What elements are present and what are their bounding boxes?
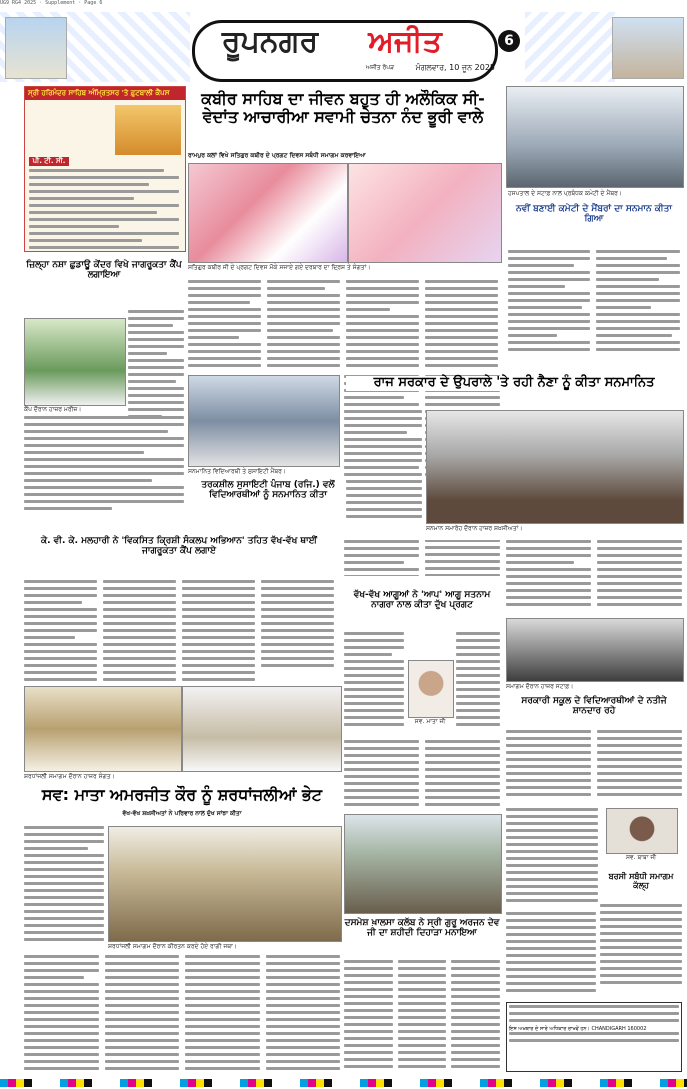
masthead-left-photo xyxy=(5,17,67,79)
right-story3-headline: ਸਰਕਾਰੀ ਸਕੂਲ ਦੇ ਵਿਦਿਆਰਥੀਆਂ ਦੇ ਨਤੀਜੇ ਸ਼ਾਨਦਾਰ ਰਹੇ xyxy=(521,696,667,717)
masthead xyxy=(0,12,687,82)
tribute-subhead: ਵੱਖ-ਵੱਖ ਸ਼ਖ਼ਸੀਅਤਾਂ ਨੇ ਪਰਿਵਾਰ ਨਾਲ ਦੁੱਖ ਸਾਂਝਾ ਕੀਤਾ xyxy=(122,810,242,817)
mid-story1-headline: ਤਰਕਸ਼ੀਲ ਸੁਸਾਇਟੀ ਪੰਜਾਬ (ਰਜਿ.) ਵਲੋਂ ਵਿਦਿਆਰਥੀਆਂ ਨੂੰ ਸਨਮਾਨਿਤ ਕੀਤਾ xyxy=(201,480,335,501)
left-story1-photo xyxy=(24,318,126,406)
right-story2-body xyxy=(346,410,422,520)
lead-photo-left xyxy=(188,163,348,263)
mid-story3-photo xyxy=(344,814,502,914)
edition-label: ਅਜੀਤ ਰੋਪੜ xyxy=(365,64,395,71)
right-story4-portrait xyxy=(606,808,678,854)
right-top-photo xyxy=(506,86,684,188)
left-story2-headline: ਕੇ. ਵੀ. ਕੇ. ਮਲਹਾਰੀ ਨੇ 'ਵਿਕਸਿਤ ਕ੍ਰਿਸ਼ੀ ਸੰਕਲਪ ਅਭਿਆਨ' ਤਹਿਤ ਵੱਖ-ਵੱਖ ਥਾਈਂ ਜਾਗਰੂਕਤਾ ਕੈਂਪ ਲਗਾਏ xyxy=(40,536,318,557)
page-number: 6 xyxy=(498,30,520,52)
tribute-photo-caption: ਸ਼ਰਧਾਂਜਲੀ ਸਮਾਗਮ ਦੌਰਾਨ ਹਾਜ਼ਰ ਸੰਗਤ। xyxy=(24,773,115,780)
ad-tag: ਪੀ. ਟੀ. ਸੀ. xyxy=(29,157,69,166)
tribute-photo-2 xyxy=(182,686,342,772)
masthead-title-left: ਰੂਪਨਗਰ xyxy=(221,24,319,59)
left-story1-body-2 xyxy=(24,416,184,526)
right-story3-photo xyxy=(506,618,684,682)
lead-photo-caption: ਸਤਿਗੁਰ ਕਬੀਰ ਜੀ ਦੇ ਪ੍ਰਗਟ ਦਿਵਸ ਮੌਕੇ ਸਜਾਏ ਗਏ ਦਰਬਾਰ ਦਾ ਦ੍ਰਿਸ਼ ਤੇ ਸੰਗਤਾਂ। xyxy=(188,264,371,271)
right-story2-photo xyxy=(426,410,684,524)
mid-story1-photo xyxy=(188,375,340,467)
left-story2-body xyxy=(24,580,334,682)
print-slug: UG9 RG4 2025 · Supplement · Page 6 xyxy=(0,0,103,6)
right-story4-body-2 xyxy=(506,912,596,1002)
right-top-caption: ਹਸਪਤਾਲ ਦੇ ਸਟਾਫ਼ ਨਾਲ ਪ੍ਰਬੰਧਕ ਕਮੇਟੀ ਦੇ ਮੈਂਬਰ। xyxy=(508,190,622,197)
color-register-strip xyxy=(0,1079,687,1087)
mid-story2-caption: ਸਵ. ਮਾਤਾ ਜੀ xyxy=(414,718,446,725)
imprint-text: ਇਸ ਅਖ਼ਬਾਰ ਦੇ ਸਾਰੇ ਅਧਿਕਾਰ ਰਾਖਵੇਂ ਹਨ। CHANDIGARH 160002 xyxy=(509,1026,647,1032)
mid-story1-caption: ਸਨਮਾਨਿਤ ਵਿਦਿਆਰਥੀ ਤੇ ਸੁਸਾਇਟੀ ਮੈਂਬਰ। xyxy=(188,468,286,475)
right-story4-body-top xyxy=(506,808,598,908)
left-story1-body xyxy=(128,310,184,430)
right-story3-caption: ਸਮਾਗਮ ਦੌਰਾਨ ਹਾਜ਼ਰ ਸਟਾਫ਼। xyxy=(506,683,574,690)
tribute-headline: ਸਵ: ਮਾਤਾ ਅਮਰਜੀਤ ਕੌਰ ਨੂੰ ਸ਼ਰਧਾਂਜਲੀਆਂ ਭੇਟ xyxy=(41,785,323,804)
left-story1-headline: ਜ਼ਿਲ੍ਹਾ ਨਸ਼ਾ ਛੁਡਾਊ ਕੇਂਦਰ ਵਿਖੇ ਜਾਗਰੂਕਤਾ ਕੈਂਪ ਲਗਾਇਆ xyxy=(26,260,182,281)
tribute-photo-1 xyxy=(24,686,182,772)
mid-story2-headline: ਵੱਖ-ਵੱਖ ਆਗੂਆਂ ਨੇ 'ਆਪ' ਆਗੂ ਸਤਨਾਮ ਨਾਗਰਾ ਨਾਲ ਕੀਤਾ ਦੁੱਖ ਪ੍ਰਗਟ xyxy=(353,590,491,611)
masthead-title-right: ਅਜੀਤ xyxy=(368,24,442,59)
mid-story2-body-top xyxy=(344,540,500,576)
ad-text xyxy=(29,169,179,253)
ad-title: ਸ੍ਰੀ ਹਰਿਮੰਦਰ ਸਾਹਿਬ ਅੰਮ੍ਰਿਤਸਰ 'ਤੇ ਫ਼ੁਟਬਾਲੀ ਕੈਂਪਸ xyxy=(25,87,185,100)
left-story1-caption: ਕੈਂਪ ਦੌਰਾਨ ਹਾਜ਼ਰ ਮਰੀਜ਼। xyxy=(24,406,82,413)
mid-story1-body xyxy=(188,280,498,370)
issue-date: ਮੰਗਲਵਾਰ, 10 ਜੂਨ 2025 xyxy=(415,63,495,72)
mid-story3-body xyxy=(344,960,500,1070)
footer-imprint xyxy=(506,1002,682,1072)
lead-subhead: ਰਾਮਪੁਰ ਕਲਾਂ ਵਿਖੇ ਸਤਿਗੁਰ ਕਬੀਰ ਦੇ ਪ੍ਰਗਟ ਦਿਵਸ ਸਬੰਧੀ ਸਮਾਗਮ ਕਰਵਾਇਆ xyxy=(188,152,366,159)
masthead-right-pattern xyxy=(525,12,615,82)
right-story4-caption: ਸਵ. ਬਾਬਾ ਜੀ xyxy=(625,854,657,861)
lead-photo-right xyxy=(348,163,502,263)
right-story3-body-2 xyxy=(506,730,682,800)
tribute-bottom-caption: ਸ਼ਰਧਾਂਜਲੀ ਸਮਾਗਮ ਦੌਰਾਨ ਕੀਰਤਨ ਕਰਦੇ ਹੋਏ ਰਾਗੀ ਜਥਾ। xyxy=(108,943,237,950)
right-top-headline: ਨਵੀਂ ਬਣਾਈ ਕਮੇਟੀ ਦੇ ਮੈਂਬਰਾਂ ਦਾ ਸਨਮਾਨ ਕੀਤਾ ਗਿਆ xyxy=(516,204,672,225)
right-story4-body xyxy=(600,904,682,994)
tribute-body xyxy=(24,826,104,942)
tribute-body-2 xyxy=(24,955,340,1071)
right-story2-headline: ਰਾਜ ਸਰਕਾਰ ਦੇ ਉਪਰਾਲੇ 'ਤੇ ਰਹੀ ਨੈਣਾ ਨੂੰ ਕੀਤਾ ਸਨਮਾਨਿਤ xyxy=(346,376,682,391)
mid-story2-body-2 xyxy=(456,632,500,732)
right-top-body-2 xyxy=(596,250,680,370)
mid-story3-body-top xyxy=(344,740,500,810)
mid-story2-body xyxy=(344,632,404,732)
lead-headline: ਕਬੀਰ ਸਾਹਿਬ ਦਾ ਜੀਵਨ ਬਹੁਤ ਹੀ ਅਲੌਕਿਕ ਸੀ- ਵੇਦਾਂਤ ਆਚਾਰੀਆ ਸਵਾਮੀ ਚੇਤਨਾ ਨੰਦ ਭੂਰੀ ਵਾਲੇ xyxy=(201,89,485,127)
right-top-body xyxy=(508,250,590,370)
left-advertisement xyxy=(24,86,186,252)
mid-story2-portrait xyxy=(408,660,454,718)
mid-story3-headline: ਦਸਮੇਸ਼ ਖ਼ਾਲਸਾ ਕਲੱਬ ਨੇ ਸ੍ਰੀ ਗੁਰੂ ਅਰਜਨ ਦੇਵ ਜੀ ਦਾ ਸ਼ਹੀਦੀ ਦਿਹਾੜਾ ਮਨਾਇਆ xyxy=(344,918,500,939)
tribute-photo-3 xyxy=(108,826,342,942)
masthead-right-photo xyxy=(612,17,684,79)
right-story2-caption: ਸਨਮਾਨ ਸਮਾਰੋਹ ਦੌਰਾਨ ਹਾਜ਼ਰ ਸ਼ਖ਼ਸੀਅਤਾਂ। xyxy=(426,525,523,532)
ad-image xyxy=(115,105,181,155)
right-story3-body xyxy=(506,540,682,612)
right-story4-headline: ਬਰਸੀ ਸਬੰਧੀ ਸਮਾਗਮ ਕੱਲ੍ਹ xyxy=(608,872,674,891)
